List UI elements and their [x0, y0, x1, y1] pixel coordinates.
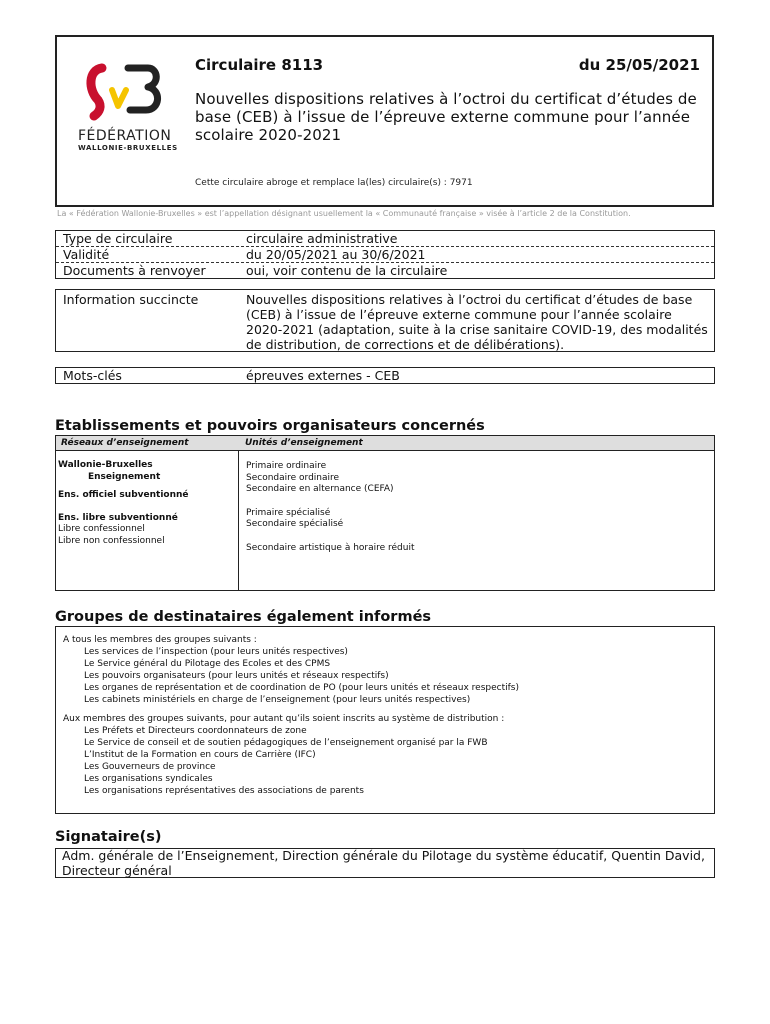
- groupe-item: Les organes de représentation et de coordination de PO (pour leurs unités et réseaux respectifs): [84, 683, 519, 694]
- documents-value: oui, voir contenu de la circulaire: [246, 263, 448, 278]
- col-reseaux-header: Réseaux d’enseignement: [61, 438, 189, 448]
- groupes-intro-1: A tous les membres des groupes suivants :: [63, 635, 257, 645]
- unite-item: Secondaire en alternance (CEFA): [246, 484, 394, 494]
- etab-table-header: [56, 436, 714, 451]
- abroge-notice: Cette circulaire abroge et remplace la(les) circulaire(s) : 7971: [195, 178, 473, 188]
- type-value: circulaire administrative: [246, 231, 398, 246]
- reseau-libre: Ens. libre subventionné: [58, 512, 178, 523]
- type-label: Type de circulaire: [63, 231, 173, 246]
- groupe-item: Les services de l’inspection (pour leurs unités respectives): [84, 647, 348, 658]
- unite-item: Primaire spécialisé: [246, 507, 331, 518]
- etablissements-table: [55, 435, 715, 591]
- groupe-item: Les organisations représentatives des associations de parents: [84, 786, 364, 797]
- validite-label: Validité: [63, 247, 110, 262]
- unite-item: Secondaire artistique à horaire réduit: [246, 542, 415, 553]
- fwb-logo-icon: [62, 60, 187, 130]
- groupe-item: Les cabinets ministériels en charge de l’enseignement (pour leurs unités respectives): [84, 695, 471, 706]
- unite-item: Secondaire spécialisé: [246, 519, 344, 529]
- reseaux-column: [56, 451, 239, 590]
- circulaire-number: Circulaire 8113: [195, 56, 324, 74]
- groupe-item: Les pouvoirs organisateurs (pour leurs unités et réseaux respectifs): [84, 671, 389, 682]
- signataire-title: Signataire(s): [55, 829, 162, 845]
- validite-value: du 20/05/2021 au 30/6/2021: [246, 247, 426, 262]
- reseau-libre-conf: Libre confessionnel: [58, 524, 145, 534]
- groupe-item: Les Préfets et Directeurs coordonnateurs de zone: [84, 725, 307, 736]
- reseau-officiel: Ens. officiel subventionné: [58, 490, 189, 500]
- disclaimer: La « Fédération Wallonie-Bruxelles » est l’appellation désignant usuellement la « Communauté française » visée à l’article 2 de la Constitution.: [57, 209, 631, 218]
- signataire-value: Adm. générale de l’Enseignement, Direction générale du Pilotage du système éducatif, Quentin David, Directeur général: [62, 848, 705, 878]
- mots-value: épreuves externes - CEB: [246, 368, 400, 383]
- reseau-wb: Wallonie-Bruxelles: [58, 460, 153, 470]
- groupes-box: [55, 626, 715, 814]
- row-succincte: [56, 292, 714, 352]
- mots-label: Mots-clés: [63, 368, 122, 383]
- row-type: [56, 231, 714, 247]
- reseau-wb-ens: Enseignement: [88, 471, 161, 482]
- groupe-item: Les organisations syndicales: [84, 774, 213, 785]
- groupes-intro-2: Aux membres des groupes suivants, pour autant qu’ils soient inscrits au système de distribution :: [63, 713, 505, 724]
- info-table-succincte: [55, 289, 715, 352]
- circulaire-date: du 25/05/2021: [578, 56, 700, 74]
- unite-item: Secondaire ordinaire: [246, 472, 340, 483]
- reseau-libre-nonconf: Libre non confessionnel: [58, 535, 165, 546]
- groupe-item: Le Service de conseil et de soutien pédagogiques de l’enseignement organisé par la FWB: [84, 737, 488, 748]
- info-table-mots: [55, 367, 715, 384]
- col-unites-header: Unités d’enseignement: [245, 438, 363, 448]
- etablissements-title: Etablissements et pouvoirs organisateurs concernés: [55, 418, 485, 434]
- groupes-title: Groupes de destinataires également informés: [55, 609, 432, 625]
- info-table-general: [55, 230, 715, 279]
- row-documents: [56, 263, 714, 278]
- row-mots: [56, 368, 714, 383]
- unite-item: Primaire ordinaire: [246, 461, 327, 471]
- federation-logo: [62, 60, 187, 155]
- groupe-item: Le Service général du Pilotage des Ecoles et des CPMS: [84, 659, 331, 670]
- unites-column: [239, 451, 714, 590]
- groupe-item: L’Institut de la Formation en cours de Carrière (IFC): [84, 749, 316, 760]
- succincte-label: Information succincte: [63, 292, 199, 307]
- succincte-value: Nouvelles dispositions relatives à l’octroi du certificat d’études de base (CEB) à l’issue de l’épreuve externe commune pour l’année scolaire 2020-2021 (adaptation, suite à la crise sanitaire COVID-19, des modalités de distribution, de corrections et de délibérations).: [246, 292, 708, 352]
- logo-federation-text: FÉDÉRATION: [78, 128, 172, 144]
- documents-label: Documents à renvoyer: [63, 263, 206, 278]
- signataire-box: [55, 848, 715, 878]
- logo-wallonie-text: WALLONIE-BRUXELLES: [78, 144, 178, 152]
- circulaire-title: Nouvelles dispositions relatives à l’octroi du certificat d’études de base (CEB) à l’issue de l’épreuve externe commune pour l’année scolaire 2020-2021: [195, 90, 697, 144]
- groupe-item: Les Gouverneurs de province: [84, 761, 216, 772]
- row-validite: [56, 247, 714, 263]
